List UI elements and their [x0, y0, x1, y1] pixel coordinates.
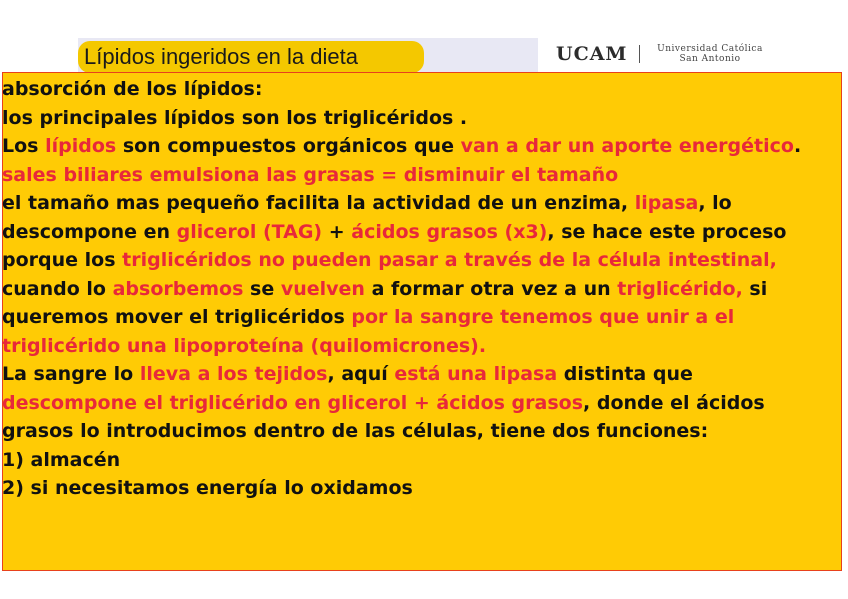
highlighted-text: vuelven: [280, 277, 365, 300]
text-line: [2, 275, 845, 304]
text-segment: son compuestos orgánicos que: [116, 135, 461, 157]
highlighted-text: glicerol (TAG): [176, 220, 323, 243]
text-line: [2, 104, 845, 133]
text-segment: La sangre lo: [2, 363, 140, 385]
text-segment: 2) si necesitamos energía lo oxidamos: [2, 477, 413, 499]
text-segment: el tamaño mas pequeño facilita la actividad de un enzima,: [2, 192, 635, 214]
text-segment: absorción de los lípidos:: [2, 78, 263, 100]
text-segment: , se hace este proceso: [547, 220, 787, 243]
text-segment: queremos mover el triglicéridos: [2, 306, 352, 328]
highlighted-text: está una lipasa: [394, 363, 558, 385]
text-segment: descompone en: [2, 220, 177, 243]
highlighted-text: triglicérido una lipoproteína (quilomicrones).: [2, 334, 487, 357]
text-line: [2, 303, 845, 332]
text-segment: a formar otra vez a un: [364, 277, 618, 300]
text-line: [2, 446, 845, 475]
text-line: [2, 332, 845, 361]
text-segment: +: [322, 220, 352, 243]
highlighted-text: lipasa: [634, 192, 699, 214]
highlighted-text: descompone el triglicérido en glicerol + ácidos grasos: [2, 391, 584, 414]
text-segment: porque los: [2, 249, 123, 271]
logo-subtitle: [648, 44, 772, 64]
text-line: [2, 218, 845, 247]
text-segment: cuando lo: [2, 277, 113, 300]
slide-title: Lípidos ingeridos en la dieta: [84, 44, 358, 69]
text-segment: Los: [2, 135, 46, 157]
highlighted-text: triglicérido,: [617, 277, 743, 300]
text-line: [2, 389, 845, 418]
text-line: [2, 417, 845, 446]
text-segment: los principales lípidos son los triglicéridos .: [2, 106, 468, 129]
text-line: [2, 132, 845, 161]
text-segment: , aquí: [327, 363, 395, 385]
highlighted-text: por la sangre tenemos que unir a el: [351, 306, 735, 328]
text-line: [2, 474, 845, 503]
logo-subtitle-line-2: San Antonio: [679, 54, 741, 64]
logo-wordmark: UCAM: [556, 43, 628, 65]
text-segment: grasos lo introducimos dentro de las células, tiene dos funciones:: [2, 420, 709, 442]
highlighted-text: lleva a los tejidos: [139, 363, 328, 385]
highlighted-text: sales biliares emulsiona las grasas = disminuir el tamaño: [2, 163, 619, 186]
text-segment: 1) almacén: [2, 448, 121, 471]
text-segment: se: [243, 277, 281, 300]
ucam-logo: [556, 40, 776, 70]
text-segment: , lo: [698, 192, 732, 214]
highlighted-text: triglicéridos no pueden pasar a través de la célula intestinal,: [122, 249, 777, 271]
highlighted-text: lípidos: [45, 135, 117, 157]
logo-subtitle-line-1: Universidad Católica: [657, 44, 763, 54]
text-line: [2, 360, 845, 389]
text-segment: , donde el ácidos: [583, 391, 765, 414]
highlighted-text: absorbemos: [112, 277, 244, 300]
text-line: [2, 189, 845, 218]
highlighted-text: ácidos grasos (x3): [351, 220, 548, 243]
text-line: [2, 161, 845, 190]
text-segment: .: [793, 135, 802, 157]
text-line: [2, 246, 845, 275]
text-line: [2, 75, 845, 104]
text-segment: si: [742, 277, 768, 300]
slide-body-text: [2, 75, 845, 503]
logo-divider: [639, 45, 640, 63]
text-segment: distinta que: [557, 363, 693, 385]
highlighted-text: van a dar un aporte energético: [460, 135, 794, 157]
